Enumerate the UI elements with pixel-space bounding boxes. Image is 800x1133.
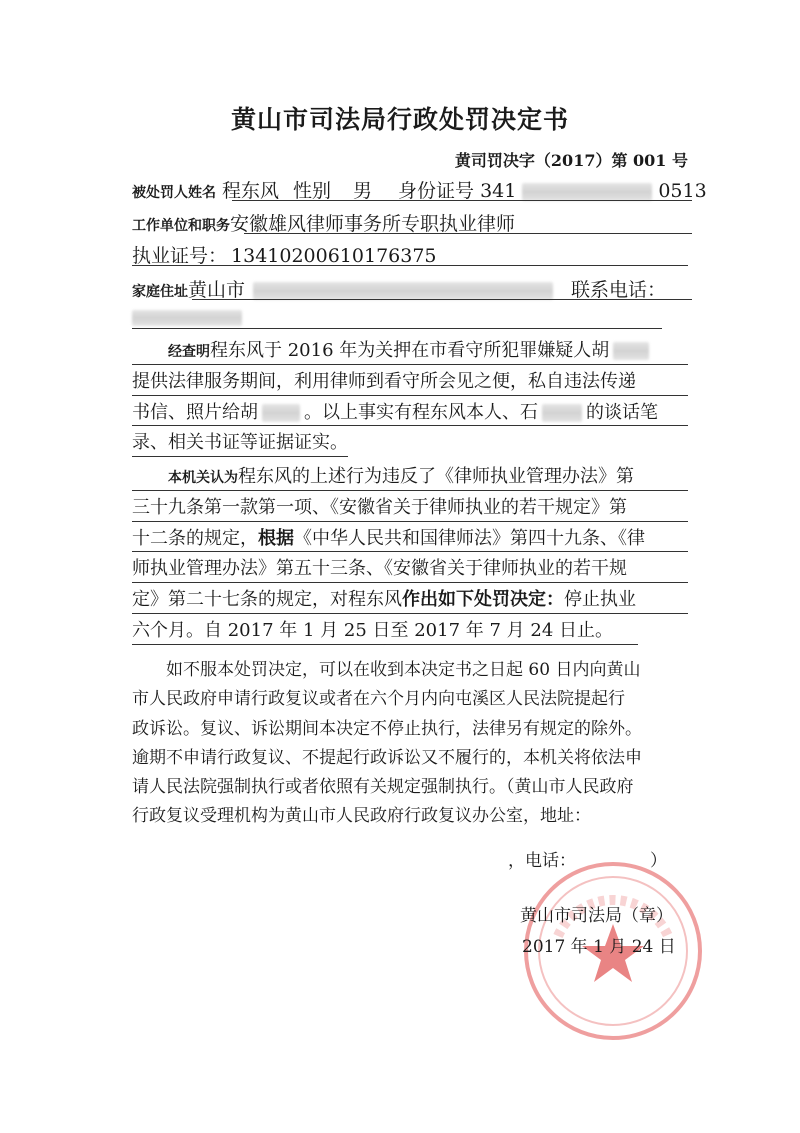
decision-line: 《中华人民共和国律师法》第四十九条、《律 (294, 527, 645, 549)
underline (132, 265, 688, 266)
appeal-line: 市人民政府申请行政复议或者在六个月内向屯溪区人民法院提起行 (132, 689, 625, 710)
appeal-close-paren: ） (650, 851, 667, 871)
document-number: 黄司罚决字（2017）第 001 号 (454, 151, 688, 170)
appeal-paragraph (132, 656, 688, 832)
address-value: 黄山市 (188, 279, 246, 301)
employer-row (132, 209, 515, 236)
issue-date: 2017 年 1 月 24 日 (522, 937, 676, 957)
decision-line: 停止执业 (564, 589, 636, 611)
address-row (132, 275, 666, 302)
name-label: 被处罚人姓名 (132, 185, 216, 201)
subject-name: 程东风 (222, 180, 280, 202)
appeal-line: 请人民法院强制执行或者依照有关规定强制执行。（黄山市人民政府 (132, 777, 634, 798)
license-row (132, 241, 437, 268)
appeal-line: 如不服本处罚决定，可以在收到本决定书之日起 60 日内向黄山 (166, 660, 641, 680)
phone-label: 联系电话： (571, 279, 667, 301)
redacted-name (542, 404, 582, 422)
employer-value: 安徽雄风律师事务所专职执业律师 (230, 213, 516, 235)
facts-line: 的谈话笔 (586, 401, 658, 423)
employer-label: 工作单位和职务 (132, 218, 230, 234)
decision-line: 十二条的规定， (132, 527, 258, 549)
issuer-signature: 黄山市司法局（章） (520, 906, 673, 926)
underline (132, 328, 662, 329)
decision-paragraph (132, 462, 688, 647)
gender-label: 性别 (293, 180, 332, 202)
appeal-phone-line: ，电话： (508, 851, 576, 871)
address-label: 家庭住址 (132, 284, 188, 300)
license-label: 执业证号： (132, 245, 228, 267)
underline (192, 299, 692, 300)
underline (244, 233, 692, 234)
appeal-line: 逾期不申请行政复议、不提起行政诉讼又不履行的，本机关将依法申 (132, 747, 642, 768)
facts-line: 程东风于 2016 年为关押在市看守所犯罪嫌疑人胡 (210, 340, 610, 361)
facts-line: 录、相关书证等证据证实。 (132, 432, 348, 454)
redacted-name (613, 342, 649, 360)
decision-line: 六个月。自 2017 年 1 月 25 日至 2017 年 7 月 24 日止。 (132, 619, 613, 641)
decision-line: 定》第二十七条的规定，对程东风 (132, 589, 402, 611)
facts-lead: 经查明 (168, 344, 210, 360)
decision-lead: 本机关认为 (168, 470, 238, 486)
appeal-line: 政诉讼。复议、诉讼期间本决定不停止执行，法律另有规定的除外。 (132, 718, 642, 739)
decision-ruling-label: 作出如下处罚决定： (402, 589, 564, 611)
redacted-name (262, 404, 300, 422)
appeal-line: 行政复议受理机构为黄山市人民政府行政复议办公室，地址： (132, 806, 591, 827)
redacted-phone (132, 310, 242, 326)
id-label: 身份证号 (398, 180, 475, 202)
facts-paragraph (132, 336, 688, 459)
redacted-id (522, 183, 652, 201)
decision-line: 师执业管理办法》第五十三条、《安徽省关于律师执业的若干规 (132, 558, 627, 580)
id-suffix: 0513 (658, 180, 707, 202)
facts-line: 书信、照片给胡 (132, 401, 258, 423)
decision-line: 三十九条第一款第一项、《安徽省关于律师执业的若干规定》第 (132, 496, 627, 518)
facts-line: 。以上事实有程东风本人、石 (304, 401, 538, 423)
redacted-address (253, 282, 553, 300)
document-title: 黄山市司法局行政处罚决定书 (230, 105, 569, 134)
facts-line: 提供法律服务期间，利用律师到看守所会见之便，私自违法传递 (132, 370, 636, 392)
license-number: 13410200610176375 (231, 245, 437, 267)
decision-basis-label: 根据 (258, 527, 294, 549)
id-prefix: 341 (480, 180, 517, 202)
underline (232, 200, 692, 201)
subject-gender: 男 (353, 180, 373, 202)
subject-row (132, 176, 707, 203)
decision-line: 程东风的上述行为违反了《律师执业管理办法》第 (238, 466, 634, 487)
